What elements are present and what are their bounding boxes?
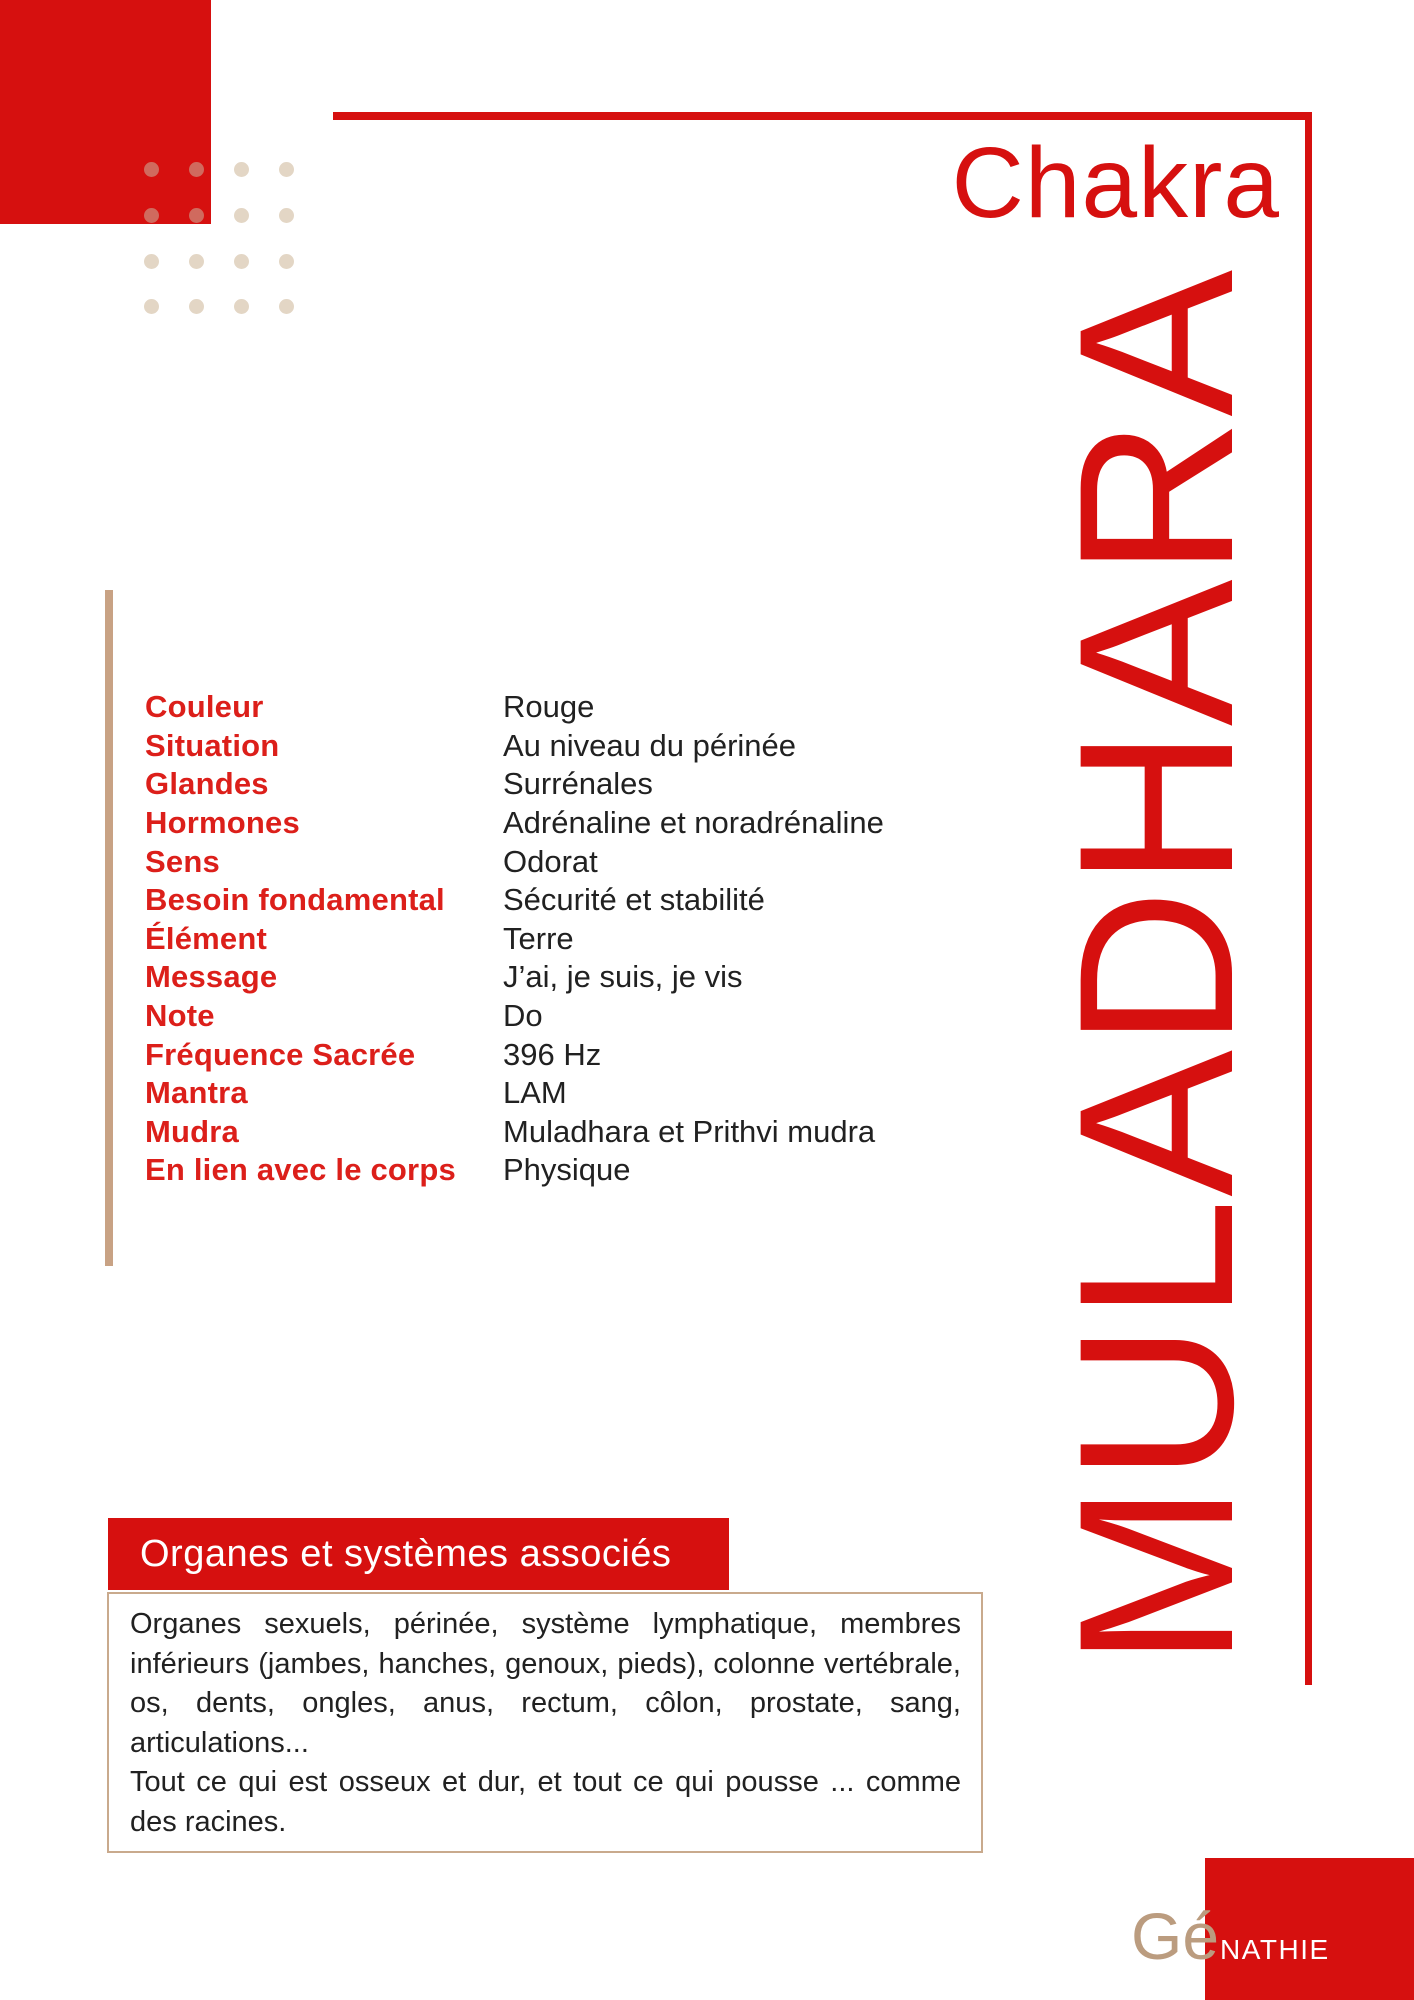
property-label: Glandes (145, 766, 269, 802)
property-label: Hormones (145, 805, 300, 841)
property-value: Adrénaline et noradrénaline (503, 805, 884, 841)
property-label: Besoin fondamental (145, 882, 445, 918)
decorative-dot (144, 208, 159, 223)
vertical-title-muladhara: MULADHARA (1033, 267, 1279, 1668)
property-row (145, 1035, 1045, 1074)
decorative-dot (279, 208, 294, 223)
property-label: Fréquence Sacrée (145, 1036, 416, 1072)
property-value: Odorat (503, 843, 598, 879)
dot-grid (0, 0, 320, 330)
decorative-dot (144, 299, 159, 314)
property-value: Terre (503, 920, 574, 956)
property-value: Muladhara et Prithvi mudra (503, 1113, 876, 1149)
decorative-dot (189, 208, 204, 223)
decorative-dot (234, 254, 249, 269)
property-row (145, 688, 1045, 727)
decorative-dot (144, 162, 159, 177)
decorative-dot (279, 299, 294, 314)
property-label: Mantra (145, 1075, 248, 1111)
property-row (145, 881, 1045, 920)
property-label: Couleur (145, 689, 264, 725)
property-row (145, 842, 1045, 881)
property-value: Sécurité et stabilité (503, 882, 765, 918)
property-value: Physique (503, 1152, 631, 1188)
properties-list (145, 688, 1045, 1190)
property-label: Mudra (145, 1113, 239, 1149)
decorative-dot (234, 299, 249, 314)
decorative-dot (189, 254, 204, 269)
property-label: Situation (145, 727, 280, 763)
decorative-dot (144, 254, 159, 269)
decorative-dot (189, 162, 204, 177)
organs-paragraph: Organes sexuels, périnée, système lymphatique, membres inférieurs (jambes, hanches, genoux, pieds), colonne vertébrale, os, dents, ongles, anus, rectum, côlon, prostate, sang, articulations... (130, 1608, 961, 1759)
logo-prefix: Gé (1131, 1899, 1220, 1973)
property-label: Sens (145, 843, 220, 879)
decorative-dot (279, 254, 294, 269)
property-value: Rouge (503, 689, 595, 725)
property-value: LAM (503, 1075, 567, 1111)
organs-paragraph: Tout ce qui est osseux et dur, et tout ce qui pousse ... comme des racines. (130, 1766, 961, 1838)
logo-suffix: NATHIE (1220, 1934, 1330, 1965)
organs-banner (108, 1518, 729, 1590)
decorative-dot (234, 208, 249, 223)
decorative-dot (279, 162, 294, 177)
property-value: J’ai, je suis, je vis (503, 959, 743, 995)
property-row (145, 804, 1045, 843)
property-value: Surrénales (503, 766, 653, 802)
organs-box (107, 1592, 983, 1853)
property-row (145, 997, 1045, 1036)
genathie-logo (1131, 1899, 1330, 1973)
properties-accent-bar (105, 590, 113, 1266)
property-row (145, 1151, 1045, 1190)
right-frame-line (1305, 112, 1312, 1685)
property-value: Au niveau du périnée (503, 727, 797, 763)
decorative-dot (234, 162, 249, 177)
organs-heading: Organes et systèmes associés (140, 1532, 672, 1575)
top-frame-line (333, 112, 1312, 120)
property-label: Note (145, 998, 215, 1034)
decorative-dot (189, 299, 204, 314)
property-label: Message (145, 959, 278, 995)
property-row (145, 765, 1045, 804)
property-label: Élément (145, 920, 267, 956)
property-row (145, 1074, 1045, 1113)
property-value: 396 Hz (503, 1036, 602, 1072)
property-value: Do (503, 998, 543, 1034)
property-row (145, 727, 1045, 766)
property-row (145, 958, 1045, 997)
property-label: En lien avec le corps (145, 1152, 456, 1188)
property-row (145, 920, 1045, 959)
property-row (145, 1113, 1045, 1152)
page-title: Chakra (951, 127, 1280, 239)
